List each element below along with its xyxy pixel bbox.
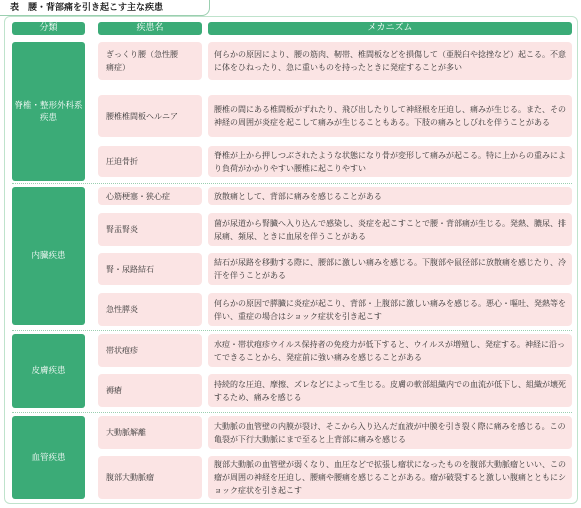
disease-cell: 腎・尿路結石 (98, 253, 202, 285)
mechanism-cell: 水痘・帯状疱疹ウイルス保持者の免疫力が低下すると、ウイルスが増殖し、発症する。神経に沿ってできることから、発症前に強い痛みを感じることがある (208, 334, 572, 367)
group-divider (12, 183, 572, 184)
mechanism-cell: 結石が尿路を移動する際に、腰部に激しい痛みを感じる。下腹部や鼠径部に放散痛を感じたり、冷汗を伴うことがある (208, 253, 572, 285)
mechanism-cell: 腰椎の間にある椎間板がずれたり、飛び出したりして神経根を圧迫し、痛みが生じる。また、その神経の周囲が炎症を起こして痛みが生じることもある。下肢の痛みとしびれを伴うことがある (208, 95, 572, 137)
category-spine-ortho: 脊椎・整形外科系疾患 (12, 42, 85, 181)
category-skin: 皮膚疾患 (12, 334, 85, 408)
disease-cell: 褥瘡 (98, 374, 202, 407)
mechanism-cell: 持続的な圧迫、摩擦、ズレなどによって生じる。皮膚の軟部組織内での血流が低下し、組織が壊死するため、痛みを感じる (208, 374, 572, 407)
mechanism-cell: 脊椎が上から押しつぶされたような状態になり骨が変形して痛みが起こる。特に上からの重みにより負荷がかかりやすい腰椎に起こりやすい (208, 146, 572, 177)
disease-cell: 腹部大動脈瘤 (98, 456, 202, 499)
mechanism-cell: 何らかの原因により、腰の筋肉、靭帯、椎間板などを損傷して（亜脱臼や捻挫など）起こる。不意に体をひねったり、急に重いものを持ったときに発症することが多い (208, 42, 572, 80)
header-category: 分類 (12, 22, 85, 35)
category-vascular: 血管疾患 (12, 416, 85, 499)
disease-cell: 大動脈解離 (98, 416, 202, 449)
mechanism-cell: 大動脈の血管壁の内膜が裂け、そこから入り込んだ血液が中膜を引き裂く際に痛みを感じる。この亀裂が下行大動脈にまで至ると上背部に痛みを感じる (208, 416, 572, 449)
mechanism-cell: 何らかの原因で膵臓に炎症が起こり、背部・上腹部に激しい痛みを感じる。悪心・嘔吐、発熱等を伴い、重症の場合はショック症状を引き起こす (208, 293, 572, 326)
header-disease: 疾患名 (98, 22, 202, 35)
disease-cell: 圧迫骨折 (98, 146, 202, 177)
group-divider (12, 330, 572, 331)
disease-cell: 帯状疱疹 (98, 334, 202, 367)
disease-cell: 腰椎椎間板ヘルニア (98, 95, 202, 137)
mechanism-cell: 腹部大動脈の血管壁が弱くなり、血圧などで拡張し瘤状になったものを腹部大動脈瘤といい、この瘤が周囲の神経を圧迫し、腰痛や腰痛を感じることがある。瘤が破裂すると激しい腹痛とともにショック症状を引き起こす (208, 456, 572, 499)
mechanism-cell: 放散痛として、背部に痛みを感じることがある (208, 187, 572, 205)
disease-cell: 急性膵炎 (98, 293, 202, 326)
mechanism-cell: 菌が尿道から腎臓へ入り込んで感染し、炎症を起こすことで腰・背部痛が生じる。発熱、膿尿、排尿痛、頻尿、ときに血尿を伴うことがある (208, 213, 572, 246)
category-internal: 内臓疾患 (12, 187, 85, 325)
table-title: 表 腰・背部痛を引き起こす主な疾患 (0, 0, 210, 16)
header-mechanism: メカニズム (208, 22, 572, 35)
disease-cell: 腎盂腎炎 (98, 213, 202, 246)
disease-cell: ぎっくり腰（急性腰痛症） (98, 42, 202, 80)
disease-cell: 心筋梗塞・狭心症 (98, 187, 202, 205)
group-divider (12, 412, 572, 413)
